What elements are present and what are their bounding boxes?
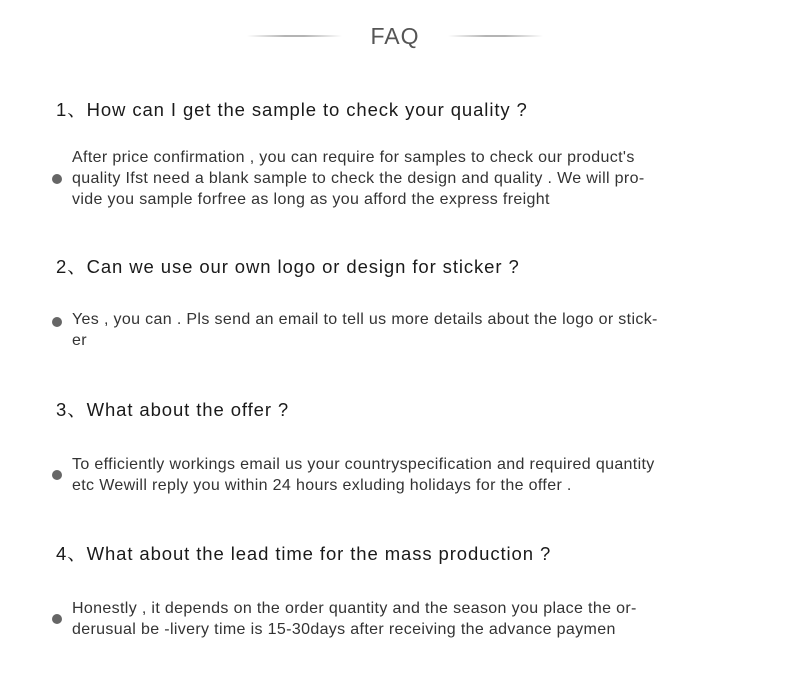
faq-answer-4 bbox=[56, 598, 766, 640]
header-divider-left bbox=[247, 35, 342, 37]
answer-line: Honestly , it depends on the order quantity and the season you place the or- bbox=[72, 600, 637, 617]
page-title: FAQ bbox=[370, 22, 420, 49]
faq-header bbox=[0, 18, 790, 54]
header-divider-right bbox=[448, 35, 543, 37]
answer-line: vide you sample forfree as long as you afford the express freight bbox=[72, 191, 550, 208]
answer-line: etc Wewill reply you within 24 hours exluding holidays for the offer . bbox=[72, 477, 572, 494]
faq-question-3: 3、What about the offer ? bbox=[56, 399, 290, 420]
answer-line: quality Ifst need a blank sample to check the design and quality . We will pro- bbox=[72, 170, 645, 187]
faq-answer-3 bbox=[56, 454, 766, 496]
bullet-dot-icon bbox=[52, 470, 62, 480]
answer-line: After price confirmation , you can require for samples to check our product's bbox=[72, 149, 635, 166]
faq-answer-1 bbox=[56, 147, 766, 210]
bullet-dot-icon bbox=[52, 317, 62, 327]
bullet-dot-icon bbox=[52, 614, 62, 624]
answer-line: er bbox=[72, 332, 87, 349]
faq-item-3 bbox=[56, 399, 766, 496]
faq-question-2: 2、Can we use our own logo or design for sticker ? bbox=[56, 256, 520, 277]
faq-item-4 bbox=[56, 543, 766, 640]
faq-question-4: 4、What about the lead time for the mass production ? bbox=[56, 543, 552, 564]
answer-line: derusual be -livery time is 15-30days after receiving the advance paymen bbox=[72, 621, 616, 638]
bullet-dot-icon bbox=[52, 174, 62, 184]
answer-line: Yes , you can . Pls send an email to tell us more details about the logo or stick- bbox=[72, 311, 658, 328]
answer-line: To efficiently workings email us your countryspecification and required quantity bbox=[72, 456, 655, 473]
faq-answer-2 bbox=[56, 309, 766, 351]
faq-item-1 bbox=[56, 99, 766, 210]
faq-question-1: 1、How can I get the sample to check your quality ? bbox=[56, 99, 528, 120]
faq-item-2 bbox=[56, 256, 766, 351]
